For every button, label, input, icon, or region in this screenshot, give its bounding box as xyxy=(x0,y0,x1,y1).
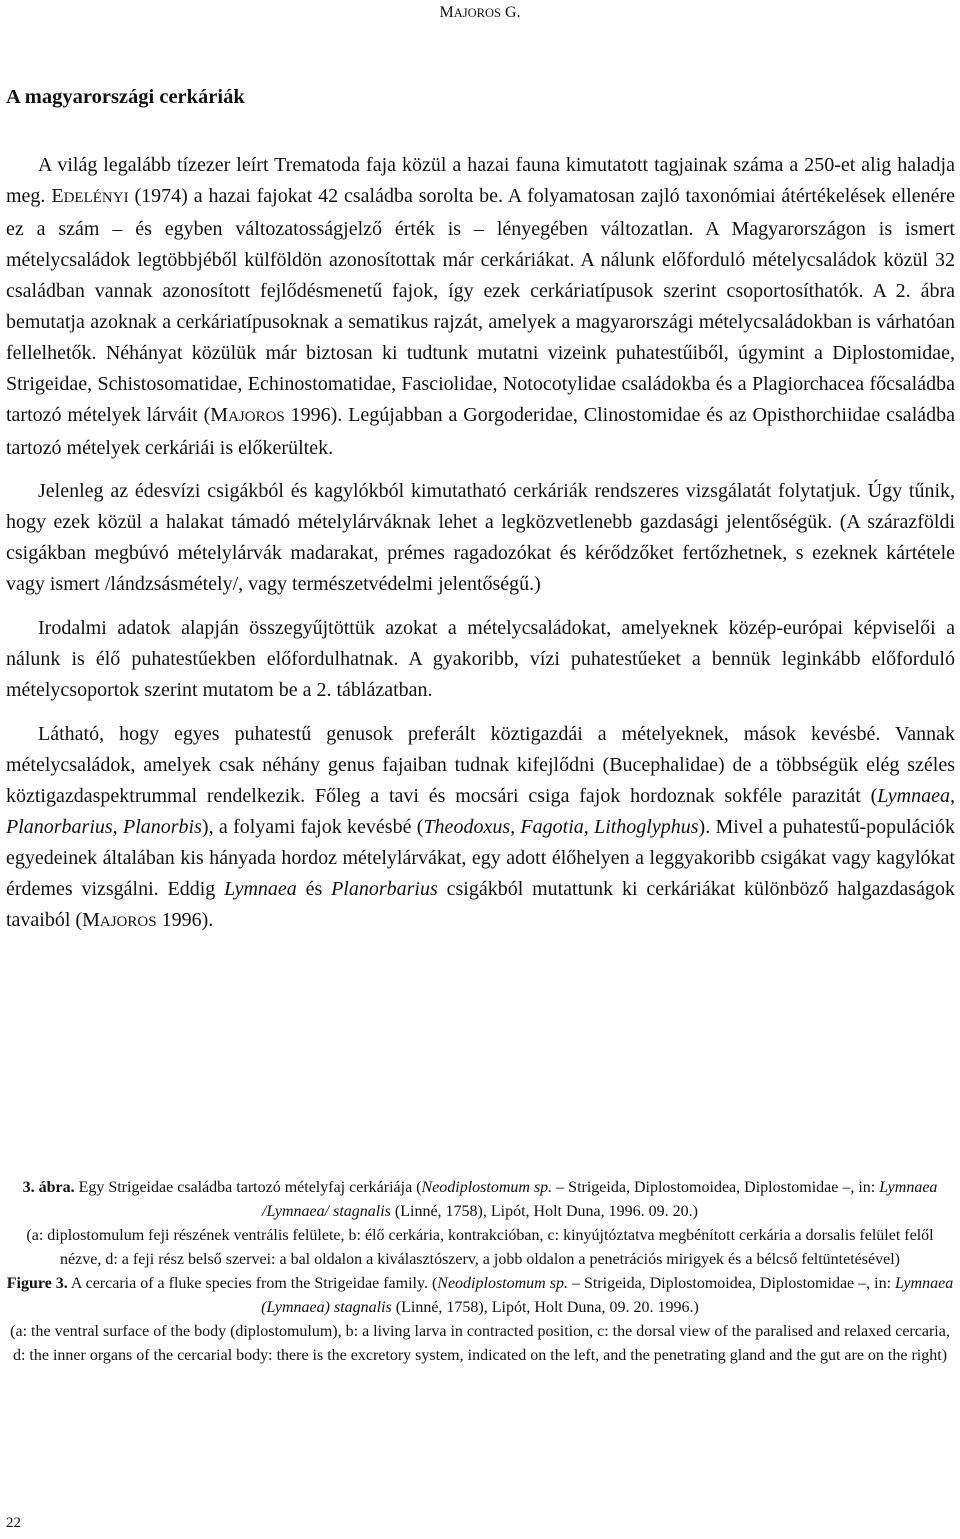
text-run: A világ legalább tízezer leírt Trematoda faja közül a hazai fauna kimutatott tagjainak száma a 250-et alig haladja meg. xyxy=(6,154,955,207)
citation-surname: AJOROS xyxy=(99,914,157,930)
paragraph-2: Jelenleg az édesvízi csigákból és kagylókból kimutatható cerkáriák rendszeres vizsgálatát folytatjuk. Úgy tűnik, hogy ezek közül a halakat támadó mételylárváknak lehet a legközvetlenebb gazdasági jelentőségük. (A szárazföldi csigákban megbúvó mételylárvák madarakat, prémes ragadozókat és kérődzőket fertőzhetnek, s ezeknek kártétele vagy ismert /lándzsásmétely/, vagy természetvédelmi jelentőségű.) xyxy=(6,480,955,595)
caption-english-legend: (a: the ventral surface of the body (diplostomulum), b: a living larva in contracted position, c: the dorsal view of the paralised and relaxed cercaria, d: the inner organs of the cercarial body: there is the excretory system, indicated on the left, and the penetrating gland and the gut are on the right) xyxy=(10,1323,950,1364)
text-run: – Strigeida, Diplostomoidea, Diplostomidae –, in: xyxy=(552,1179,880,1196)
page-number: 22 xyxy=(6,1515,21,1531)
caption-label: Figure 3. xyxy=(6,1275,68,1292)
section-title: A magyarországi cerkáriák xyxy=(6,86,245,108)
host-species: Lymnaea /Lymnaea/ stagnalis xyxy=(262,1179,938,1220)
text-run: Egy Strigeidae családba tartozó mételyfaj cerkáriája ( xyxy=(74,1179,422,1196)
body-text xyxy=(6,150,955,951)
caption-label: 3. ábra. xyxy=(22,1179,75,1196)
genus-names: Theodoxus, Fagotia, Lithoglyphus xyxy=(423,816,699,838)
text-run: és xyxy=(296,878,332,900)
paragraph-1 xyxy=(6,150,955,464)
header-surname: AJOROS xyxy=(453,6,501,20)
paragraph-3: Irodalmi adatok alapján összegyűjtöttük azokat a mételycsaládokat, amelyeknek közép-európai képviselői a nálunk is élő puhatestűekben előfordulhatnak. A gyakoribb, vízi puhatestűeket a bennük leginkább előforduló mételycsoportok szerint mutatom be a 2. táblázatban. xyxy=(6,617,955,701)
genus-names: Lymnaea, Planorbarius, Planorbis xyxy=(6,785,955,838)
running-header xyxy=(0,4,960,22)
text-run: Látható, hogy egyes puhatestű genusok preferált köztigazdái a mételyeknek, mások kevésbé. Vannak mételycsaládok, amelyek csak néhány genus fajaiban tudnak kifejlődni (Bucephalidae) de a többségük elég széles köztigazdaspektrummal rendelkezik. Főleg a tavi és mocsári csiga fajok hordoznak sokféle parazitát ( xyxy=(6,723,955,807)
text-run: (Linné, 1758), Lipót, Holt Duna, 1996. 09. 20.) xyxy=(390,1203,698,1220)
citation-surname: DELÉNYI xyxy=(63,190,129,206)
text-run: ), a folyami fajok kevésbé ( xyxy=(201,816,424,838)
paragraph-4 xyxy=(6,719,955,938)
citation-initial: M xyxy=(210,404,229,426)
header-suffix: G. xyxy=(500,4,521,21)
citation-surname: AJOROS xyxy=(228,409,285,425)
text-run: csigákból mutattunk ki cerkáriákat különböző halgazdaságok tavaiból ( xyxy=(6,878,955,931)
host-species: Lymnaea (Lymnaea) stagnalis xyxy=(261,1275,954,1316)
text-run: 1996). Legújabban a Gorgoderidae, Clinostomidae és az Opisthorchiidae családba tartozó mételyek cerkáriái is előkerültek. xyxy=(6,404,955,459)
text-run: A cercaria of a fluke species from the Strigeidae family. ( xyxy=(67,1275,438,1292)
figure-caption xyxy=(4,1176,956,1368)
text-run: (1974) a hazai fajokat 42 családba sorolta be. A folyamatosan zajló taxonómiai átértékelések ellenére ez a szám – és egyben változatosságjelző érték is – lényegében változatlan. A Magyarországon is ismert mételycsaládok legtöbbjéből külföldön azonosítottak már cerkáriákat. A nálunk előforduló mételycsaládok közül 32 családban vannak azonosított fejlődésmenetű fajok, így ezek cerkáriatípusok szerint csoportosíthatók. A 2. ábra bemutatja azoknak a cerkáriatípusoknak a sematikus rajzát, amelyek a magyarországi mételycsaládokban is várhatóan fellelhetők. Néhányat közülük már biztosan ki tudtunk mutatni vizeink puhatestűiből, úgymint a Diplostomidae, Strigeidae, Schistosomatidae, Echinostomatidae, Fasciolidae, Notocotylidae családokba és a Plagiorchacea főcsaládba tartozó mételyek lárváit ( xyxy=(6,185,955,426)
caption-hungarian-legend: (a: diplostomulum feji részének ventrális felülete, b: élő cerkária, kontrakcióban, c: kinyújtóztatva megbénított cerkária a dorsalis felület felől nézve, d: a feji rész belső szervei: a bal oldalon a kiválasztószerv, a jobb oldalon a penetrációs mirigyek és a bélcső feltüntetésével) xyxy=(26,1227,934,1268)
species-name: Neodiplostomum sp. xyxy=(437,1275,568,1292)
text-run: ). Mivel a puhatestű-populációk egyedeinek általában kis hányada hordoz mételylárvákat, egy adott élőhelyen a leggyakoribb csigákat vagy kagylókat érdemes vizsgálni. Eddig xyxy=(6,816,955,900)
species-name: Neodiplostomum sp. xyxy=(421,1179,553,1196)
text-run: – Strigeida, Diplostomoidea, Diplostomidae –, in: xyxy=(567,1275,896,1292)
caption-english xyxy=(4,1272,956,1320)
genus-name: Lymnaea xyxy=(224,878,297,900)
text-run: (Linné, 1758), Lipót, Holt Duna, 09. 20. 1996.) xyxy=(391,1299,699,1316)
text-run: 1996). xyxy=(156,909,214,931)
caption-hungarian xyxy=(4,1176,956,1224)
genus-name: Planorbarius xyxy=(331,878,438,900)
citation-initial: E xyxy=(51,185,64,207)
header-initial: M xyxy=(439,4,454,21)
citation-initial: M xyxy=(82,909,100,931)
